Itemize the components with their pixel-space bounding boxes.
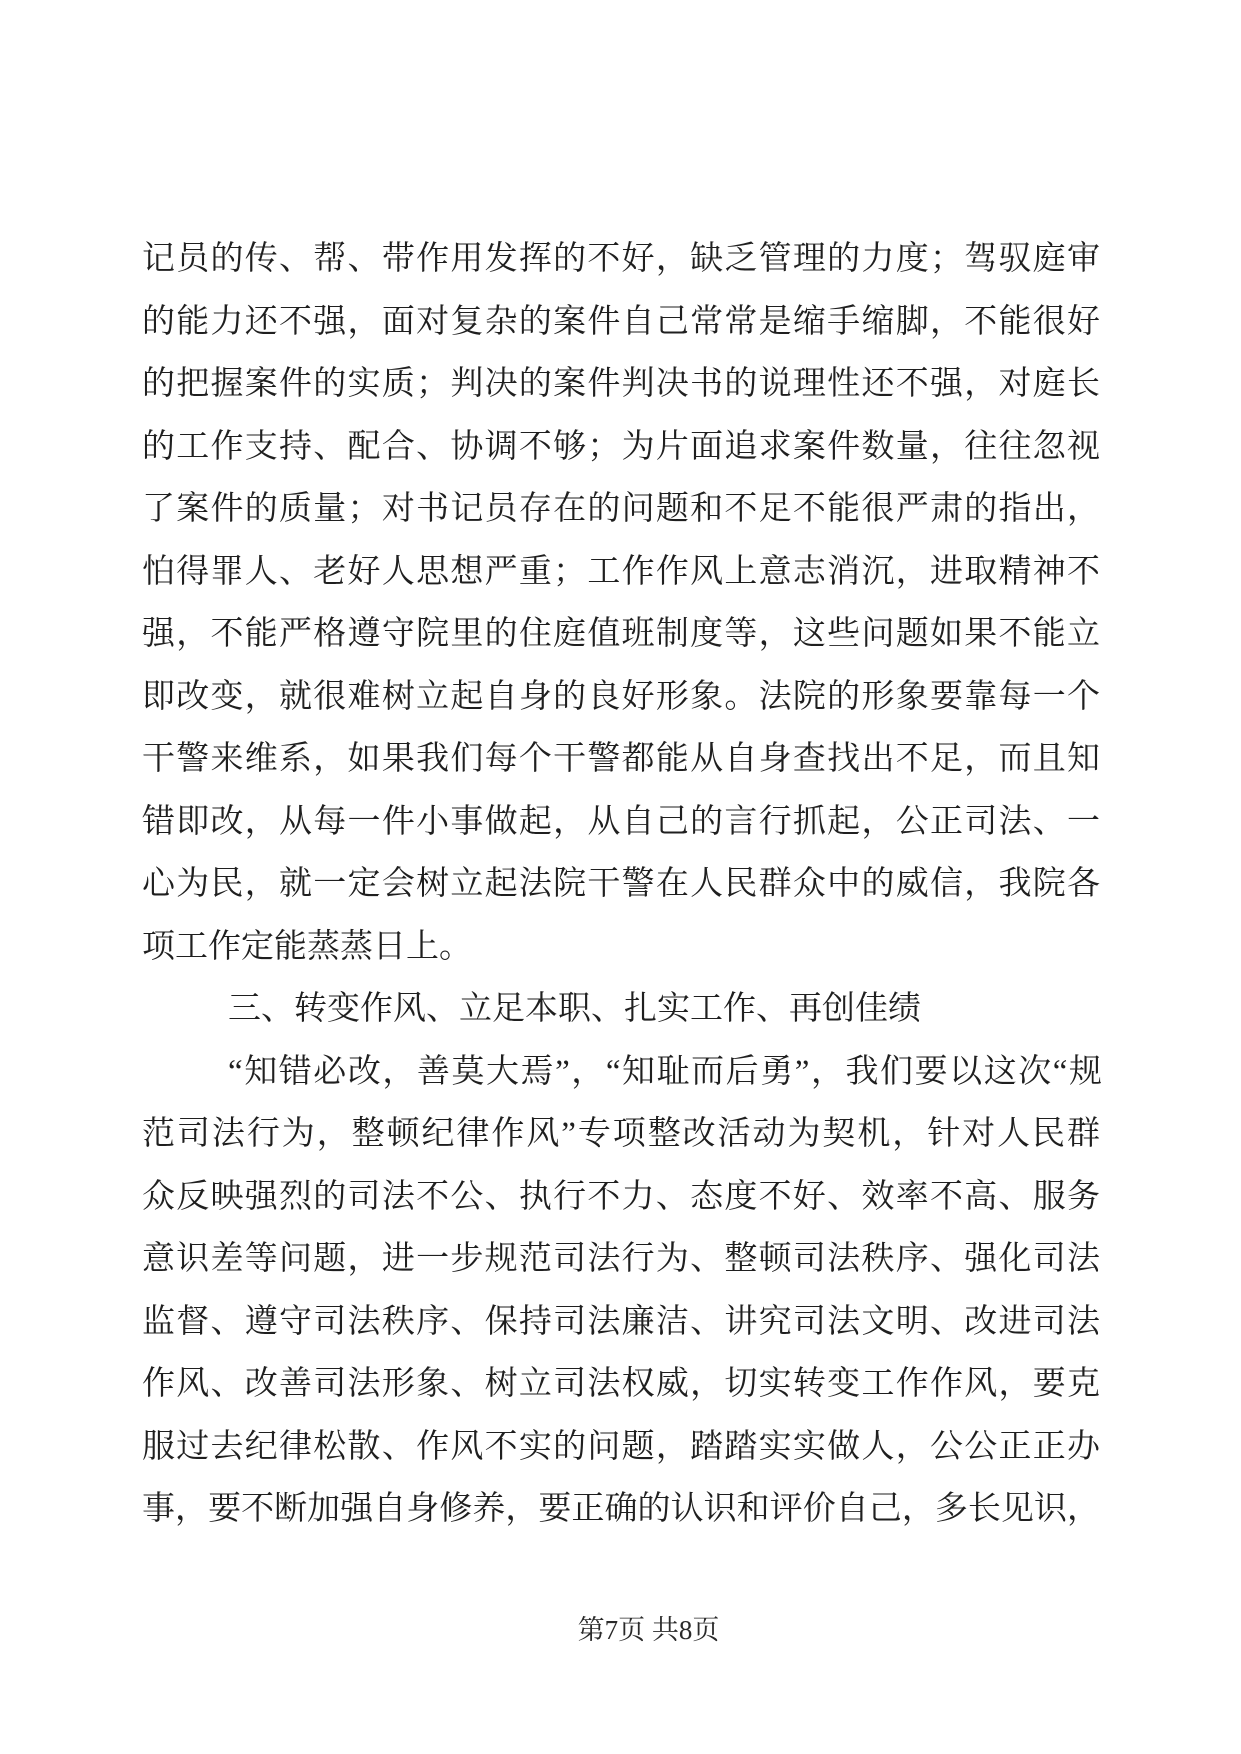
text-line: 即改变，就很难树立起自身的良好形象。法院的形象要靠每一个 [142, 678, 1100, 715]
text-line: 的工作支持、配合、协调不够；为片面追求案件数量，往往忽视 [142, 428, 1100, 465]
text-line: 范司法行为，整顿纪律作风”专项整改活动为契机，针对人民群 [142, 1116, 1100, 1152]
text-line: 众反映强烈的司法不公、执行不力、态度不好、效率不高、服务 [142, 1178, 1100, 1215]
text-line: 怕得罪人、老好人思想严重；工作作风上意志消沉，进取精神不 [142, 553, 1100, 590]
text-line: 的能力还不强，面对复杂的案件自己常常是缩手缩脚，不能很好 [142, 303, 1100, 340]
page-footer [0, 1613, 1241, 1647]
text-line: 干警来维系，如果我们每个干警都能从自身查找出不足，而且知 [142, 741, 1100, 777]
text-line: 服过去纪律松散、作风不实的问题，踏踏实实做人，公公正正办 [142, 1428, 1100, 1465]
document-body [142, 228, 1100, 1541]
text-line: 的把握案件的实质；判决的案件判决书的说理性还不强，对庭长 [142, 366, 1100, 402]
text-line: 监督、遵守司法秩序、保持司法廉洁、讲究司法文明、改进司法 [142, 1303, 1100, 1340]
text-line: 事，要不断加强自身修养，要正确的认识和评价自己，多长见识， [142, 1491, 1100, 1527]
text-line: 意识差等问题，进一步规范司法行为、整顿司法秩序、强化司法 [142, 1241, 1100, 1277]
text-line: “知错必改，善莫大焉”，“知耻而后勇”，我们要以这次“规 [228, 1053, 1100, 1090]
text-line: 强，不能严格遵守院里的住庭值班制度等，这些问题如果不能立 [142, 616, 1100, 652]
page-number: 第7页 共8页 [577, 1615, 720, 1645]
text-line: 了案件的质量；对书记员存在的问题和不足不能很严肃的指出， [142, 491, 1100, 527]
text-line: 错即改，从每一件小事做起，从自己的言行抓起，公正司法、一 [142, 803, 1100, 840]
section-heading: 三、转变作风、立足本职、扎实工作、再创佳绩 [228, 991, 921, 1027]
text-line: 心为民，就一定会树立起法院干警在人民群众中的威信，我院各 [142, 866, 1100, 902]
text-line: 项工作定能蒸蒸日上。 [142, 928, 472, 965]
text-line: 作风、改善司法形象、树立司法权威，切实转变工作作风，要克 [142, 1366, 1100, 1402]
text-line: 记员的传、帮、带作用发挥的不好，缺乏管理的力度；驾驭庭审 [142, 241, 1100, 277]
